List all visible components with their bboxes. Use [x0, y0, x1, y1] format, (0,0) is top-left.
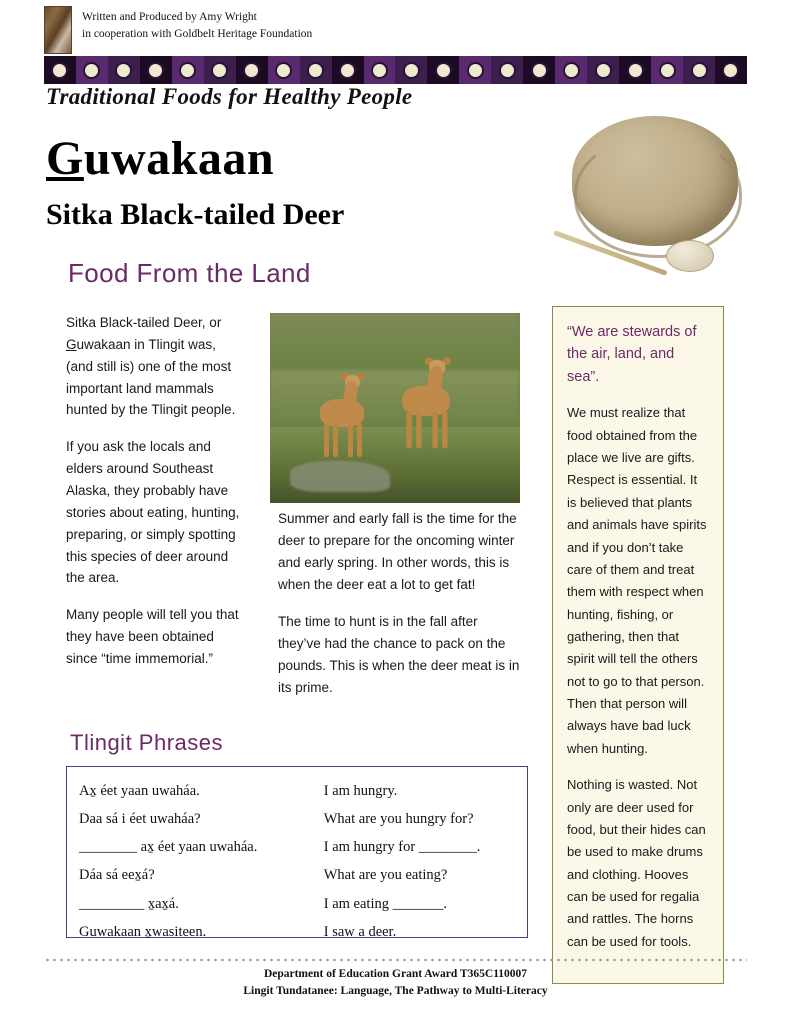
band-dot — [181, 64, 194, 77]
deer-figure-right — [396, 358, 459, 451]
header-credit-line-2: in cooperation with Goldbelt Heritage Foundation — [82, 27, 313, 40]
band-dot — [597, 64, 610, 77]
band-cell — [427, 56, 459, 84]
decorative-border-band — [44, 56, 747, 84]
left-paragraph-2: If you ask the locals and elders around Southeast Alaska, they probably have stories about eating, hunting, preparing, or simply spotting this species of deer around the area. — [66, 439, 240, 586]
deer-leg — [324, 423, 329, 457]
band-cell — [459, 56, 491, 84]
band-dot — [437, 64, 450, 77]
band-dot — [501, 64, 514, 77]
band-dot — [213, 64, 226, 77]
footer-divider — [44, 958, 747, 962]
band-dot — [565, 64, 578, 77]
band-cell — [76, 56, 108, 84]
band-dot — [693, 64, 706, 77]
page-title — [46, 131, 274, 186]
band-cell — [619, 56, 651, 84]
left-paragraph-3: Many people will tell you that they have been obtained since “time immemorial.” — [66, 607, 239, 667]
band-dot — [469, 64, 482, 77]
band-dot — [373, 64, 386, 77]
band-cell — [140, 56, 172, 84]
footer-line-1: Department of Education Grant Award T365C110007 — [263, 968, 528, 980]
deer-figure-left — [314, 373, 372, 459]
tlingit-phrase: Guwakaan x̱wasiteen. — [79, 923, 207, 940]
photo-rock — [290, 461, 390, 491]
middle-paragraph-1: Summer and early fall is the time for the deer to prepare for the oncoming winter and early spring. In other words, this is when the deer eat a lot to get fat! — [278, 511, 517, 592]
band-cell — [268, 56, 300, 84]
page-subtitle: Sitka Black-tailed Deer — [46, 198, 345, 231]
left-paragraph-1-pre: Sitka Black-tailed Deer, or — [66, 315, 222, 330]
band-cell — [108, 56, 140, 84]
two-sitka-black-tailed-deer-photo — [270, 313, 520, 503]
band-cell — [683, 56, 715, 84]
document-footer — [0, 966, 791, 1001]
band-dot — [277, 64, 290, 77]
band-dot — [85, 64, 98, 77]
deer-leg — [348, 423, 353, 457]
deer-leg — [333, 423, 338, 457]
band-dot — [117, 64, 130, 77]
middle-paragraph-2: The time to hunt is in the fall after they’ve had the chance to pack on the pounds. This is when the deer meat is in its prime. — [278, 614, 520, 696]
band-dot — [533, 64, 546, 77]
band-cell — [236, 56, 268, 84]
stewardship-sidebar — [552, 306, 724, 984]
band-dot — [341, 64, 354, 77]
band-dot — [245, 64, 258, 77]
band-cell — [523, 56, 555, 84]
tlingit-hand-drum-illustration — [548, 112, 753, 287]
band-dot — [149, 64, 162, 77]
footer-line-2: Lingit Tundatanee: Language, The Pathway to Multi-Literacy — [243, 985, 548, 998]
left-paragraph-1-underlined: G — [66, 336, 77, 352]
document-header — [44, 6, 444, 54]
deer-leg — [357, 423, 362, 457]
drum-beater-head — [666, 240, 714, 272]
deer-leg — [442, 412, 447, 449]
band-cell — [172, 56, 204, 84]
sidebar-paragraph-2: Nothing is wasted. Not only are deer used for food, but their hides can be used to make drums and clothing. Hooves can be used for regalia and rattles. The horns can be used for tools. — [567, 777, 706, 949]
band-cell — [651, 56, 683, 84]
page-title-first-letter: G — [46, 132, 84, 185]
band-cell — [555, 56, 587, 84]
band-cell — [395, 56, 427, 84]
band-dot — [53, 64, 66, 77]
sidebar-pull-quote: “We are stewards of the air, land, and sea”. — [567, 324, 697, 385]
page-title-rest: uwakaan — [83, 132, 275, 185]
band-dot — [309, 64, 322, 77]
tlingit-phrases-column — [79, 777, 312, 940]
english-phrase: I am hungry. — [323, 783, 398, 799]
left-paragraph-1-post: uwakaan in Tlingit was, (and still is) one of the most important land mammals hunted by the Tlingit people. — [66, 336, 236, 418]
band-dot — [724, 64, 737, 77]
band-cell — [364, 56, 396, 84]
goldbelt-heritage-logo — [44, 6, 72, 54]
english-phrase: What are you eating? — [323, 867, 448, 884]
band-dot — [629, 64, 642, 77]
tlingit-phrase: _________ x̱ax̱á. — [79, 895, 179, 912]
band-cell — [587, 56, 619, 84]
drum-rim — [574, 134, 742, 258]
sidebar-paragraph-1: We must realize that food obtained from the place we live are gifts. Respect is essential. It is believed that plants and animals have spirits and if you don’t take care of them and treat them with respect when hunting, fishing, or gathering, then that spirit will tell the others not to go to that person. Then that person will always have bad luck when hunting. — [567, 405, 707, 756]
band-cell — [204, 56, 236, 84]
english-translations-column — [312, 777, 521, 940]
header-credits — [82, 6, 312, 42]
tlingit-phrase: Ax̱ éet yaan uwaháa. — [79, 783, 200, 799]
band-cell — [715, 56, 747, 84]
band-cell — [491, 56, 523, 84]
header-credit-line-1: Written and Produced by Amy Wright — [82, 11, 257, 23]
tlingit-phrase: Dáa sá eex̱á? — [79, 867, 155, 884]
tlingit-phrase: Daa sá i éet uwaháa? — [79, 811, 201, 828]
english-phrase: I saw a deer. — [323, 923, 397, 940]
band-cell — [332, 56, 364, 84]
band-cell — [44, 56, 76, 84]
left-paragraph-1 — [66, 312, 246, 421]
deer-leg — [416, 412, 421, 449]
section-heading: Food From the Land — [68, 258, 311, 288]
series-title: Traditional Foods for Healthy People — [46, 84, 413, 109]
left-text-column — [66, 312, 246, 685]
band-cell — [300, 56, 332, 84]
deer-leg — [406, 412, 411, 449]
tlingit-phrase: ________ ax̱ éet yaan uwaháa. — [79, 839, 258, 856]
english-phrase: What are you hungry for? — [323, 811, 474, 828]
band-dot — [661, 64, 674, 77]
middle-text-column — [278, 508, 523, 715]
english-phrase: I am hungry for ________. — [323, 839, 481, 856]
tlingit-phrases-heading: Tlingit Phrases — [70, 730, 224, 755]
band-dot — [405, 64, 418, 77]
english-phrase: I am eating _______. — [323, 895, 447, 912]
tlingit-phrases-box — [66, 766, 528, 938]
deer-leg — [432, 412, 437, 449]
